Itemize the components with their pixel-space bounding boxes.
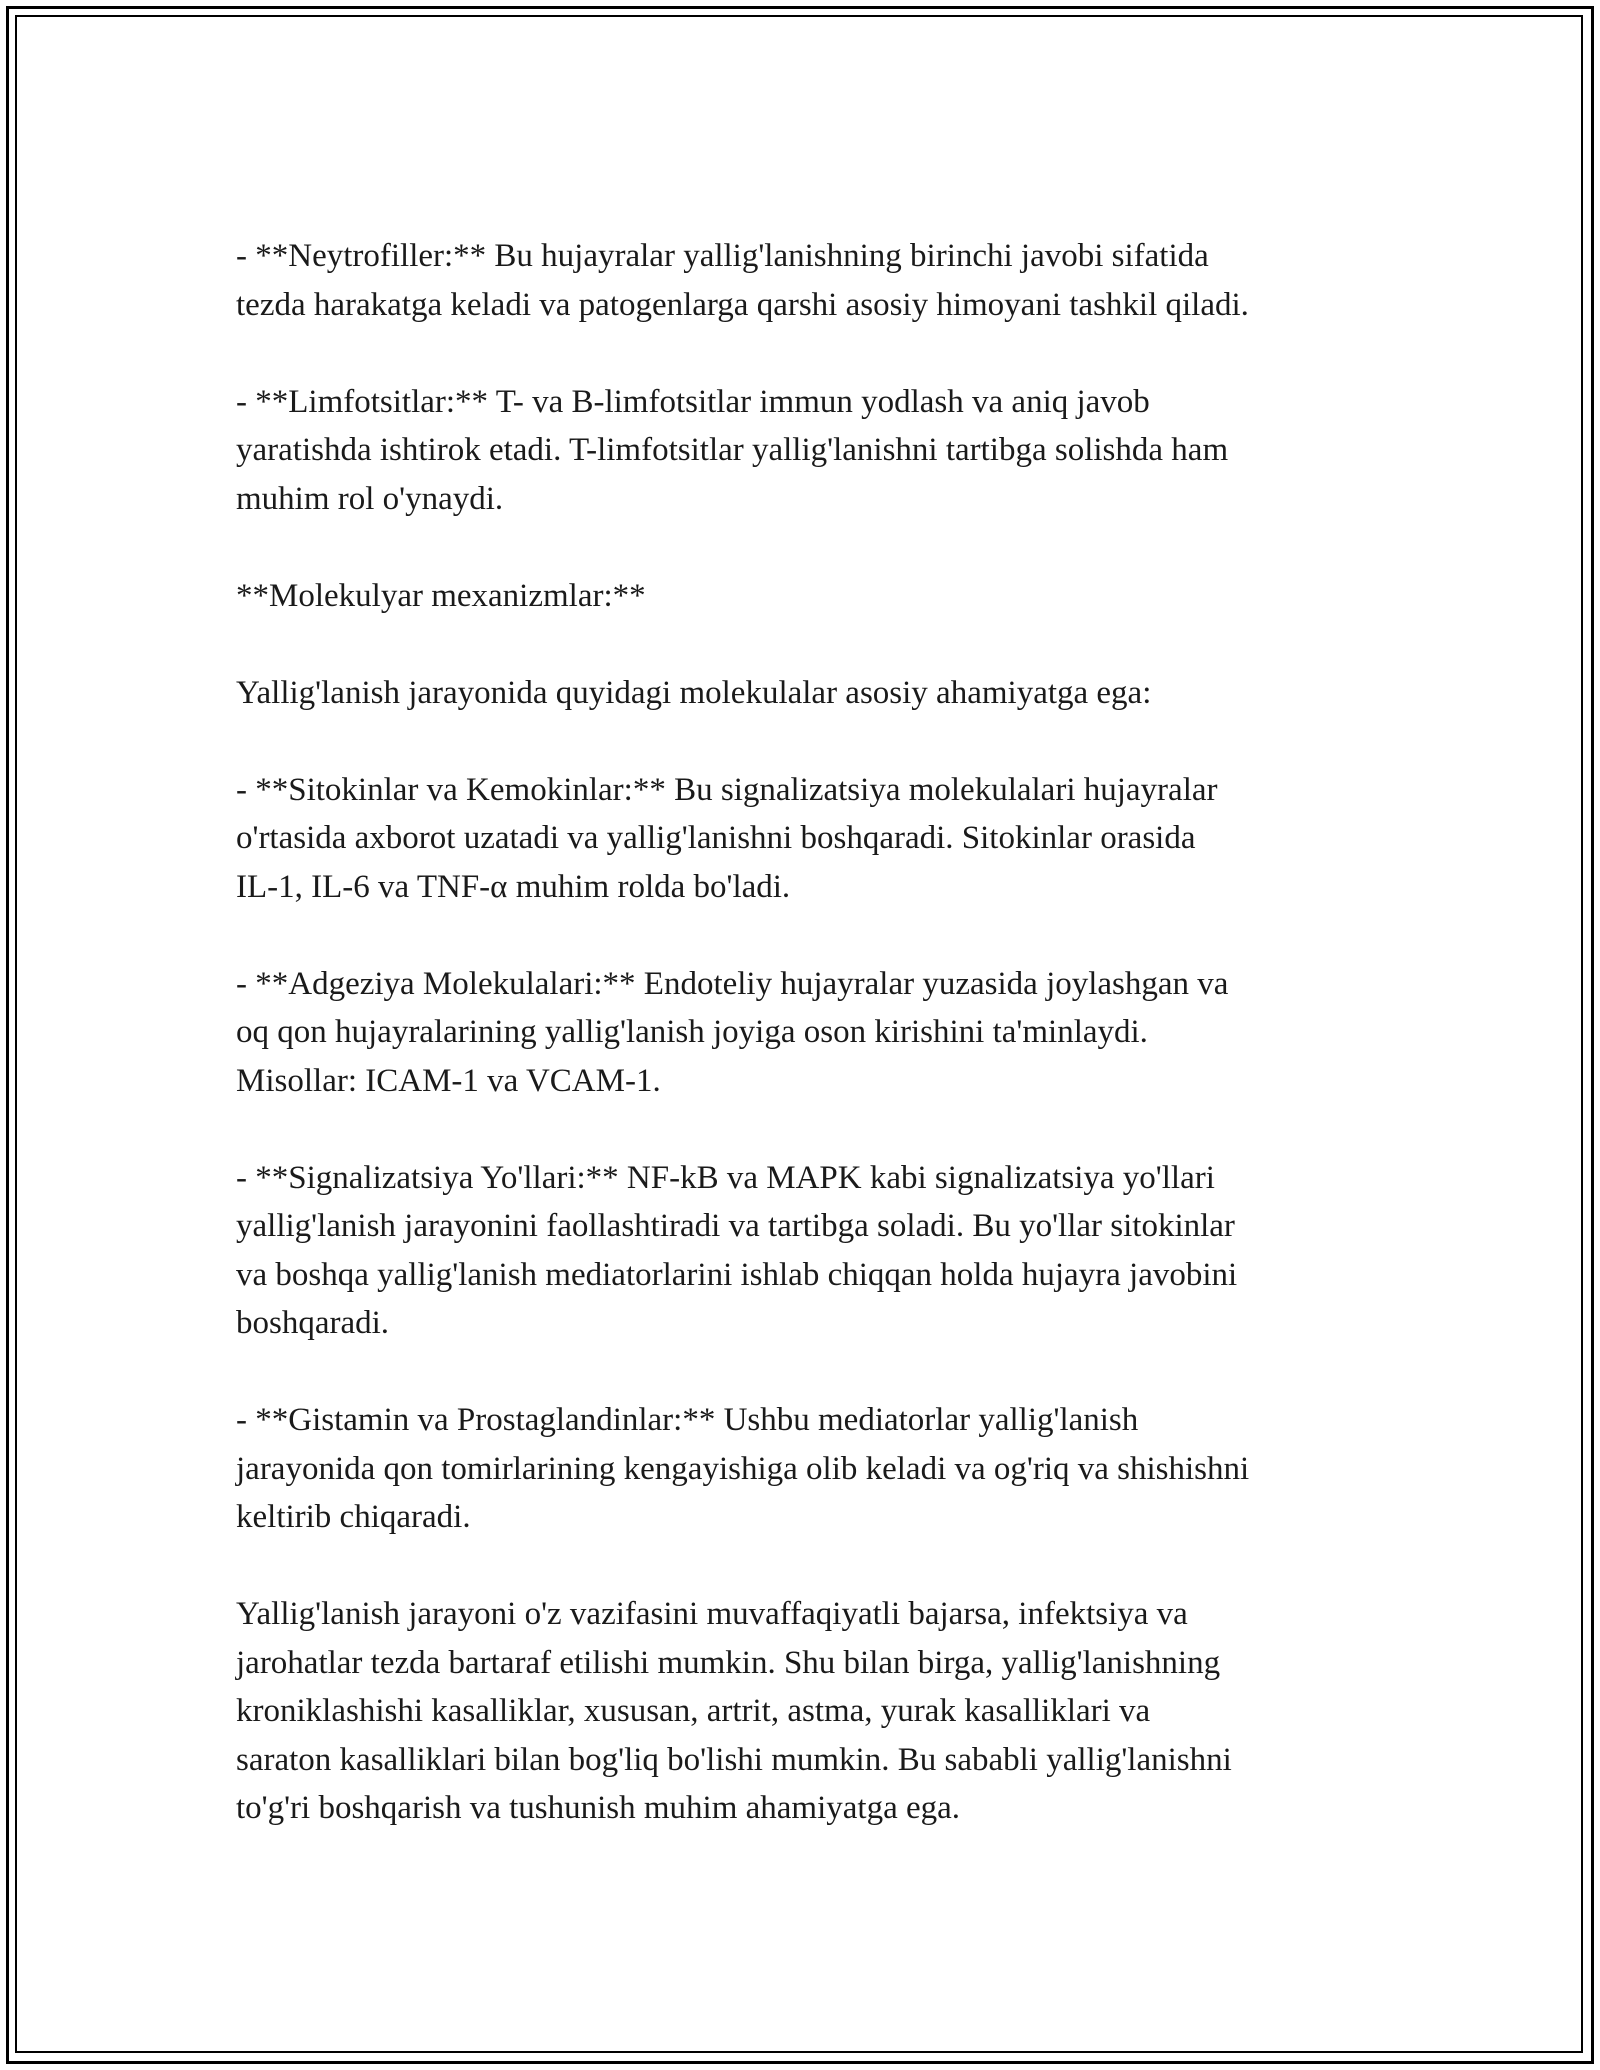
text-line: saraton kasalliklari bilan bog'liq bo'lishi mumkin. Bu sababli yallig'lanishni (236, 1741, 1232, 1778)
text-line: - **Gistamin va Prostaglandinlar:** Ushbu mediatorlar yallig'lanish (236, 1402, 1139, 1438)
text-line: o'rtasida axborot uzatadi va yallig'lanishni boshqaradi. Sitokinlar orasida (236, 820, 1196, 856)
document-body (236, 232, 1396, 1881)
text-line: yaratishda ishtirok etadi. T-limfotsitlar yallig'lanishni tartibga solishda ham (236, 432, 1229, 468)
paragraph-gistamin (236, 1396, 1396, 1542)
text-line: - **Signalizatsiya Yo'llari:** NF-kB va MAPK kabi signalizatsiya yo'llari (236, 1159, 1215, 1196)
paragraph-limfotsitlar (236, 378, 1396, 524)
text-line: Yallig'lanish jarayoni o'z vazifasini muvaffaqiyatli bajarsa, infektsiya va (236, 1596, 1188, 1632)
paragraph-conclusion (236, 1590, 1396, 1833)
text-line: muhim rol o'ynaydi. (236, 480, 504, 517)
text-line: - **Neytrofiller:** Bu hujayralar yallig'lanishning birinchi javobi sifatida (236, 238, 1209, 274)
text-line: jarayonida qon tomirlarining kengayishiga olib keladi va og'riq va shishishni (236, 1450, 1250, 1487)
paragraph-neytrofiller (236, 232, 1396, 329)
paragraph-signalizatsiya (236, 1154, 1396, 1348)
text-line: jarohatlar tezda bartaraf etilishi mumkin. Shu bilan birga, yallig'lanishning (236, 1644, 1221, 1681)
paragraph-sitokinlar (236, 766, 1396, 912)
text-line: va boshqa yallig'lanish mediatorlarini ishlab chiqqan holda hujayra javobini (236, 1256, 1238, 1293)
text-line: to'g'ri boshqarish va tushunish muhim ahamiyatga ega. (236, 1790, 961, 1826)
text-line: boshqaradi. (236, 1305, 390, 1341)
text-line: kroniklashishi kasalliklar, xususan, artrit, astma, yurak kasalliklari va (236, 1693, 1151, 1729)
text-line: - **Adgeziya Molekulalari:** Endoteliy hujayralar yuzasida joylashgan va (236, 965, 1229, 1002)
text-line: IL-1, IL-6 va TNF-α muhim rolda bo'ladi. (236, 868, 791, 905)
text-line: yallig'lanish jarayonini faollashtiradi va tartibga soladi. Bu yo'llar sitokinlar (236, 1208, 1235, 1244)
paragraph-adgeziya (236, 960, 1396, 1106)
text-line: tezda harakatga keladi va patogenlarga qarshi asosiy himoyani tashkil qiladi. (236, 286, 1249, 323)
text-line: keltirib chiqaradi. (236, 1499, 471, 1535)
text-line: oq qon hujayralarining yallig'lanish joyiga oson kirishini ta'minlaydi. (236, 1014, 1148, 1050)
text-line: - **Sitokinlar va Kemokinlar:** Bu signalizatsiya molekulalari hujayralar (236, 771, 1218, 808)
text-line: Misollar: ICAM-1 va VCAM-1. (236, 1062, 661, 1099)
text-line: **Molekulyar mexanizmlar:** (236, 577, 646, 614)
section-heading-molekulyar (236, 572, 1396, 621)
paragraph-intro (236, 669, 1396, 718)
text-line: - **Limfotsitlar:** T- va B-limfotsitlar immun yodlash va aniq javob (236, 383, 1150, 420)
text-line: Yallig'lanish jarayonida quyidagi molekulalar asosiy ahamiyatga ega: (236, 674, 1152, 711)
